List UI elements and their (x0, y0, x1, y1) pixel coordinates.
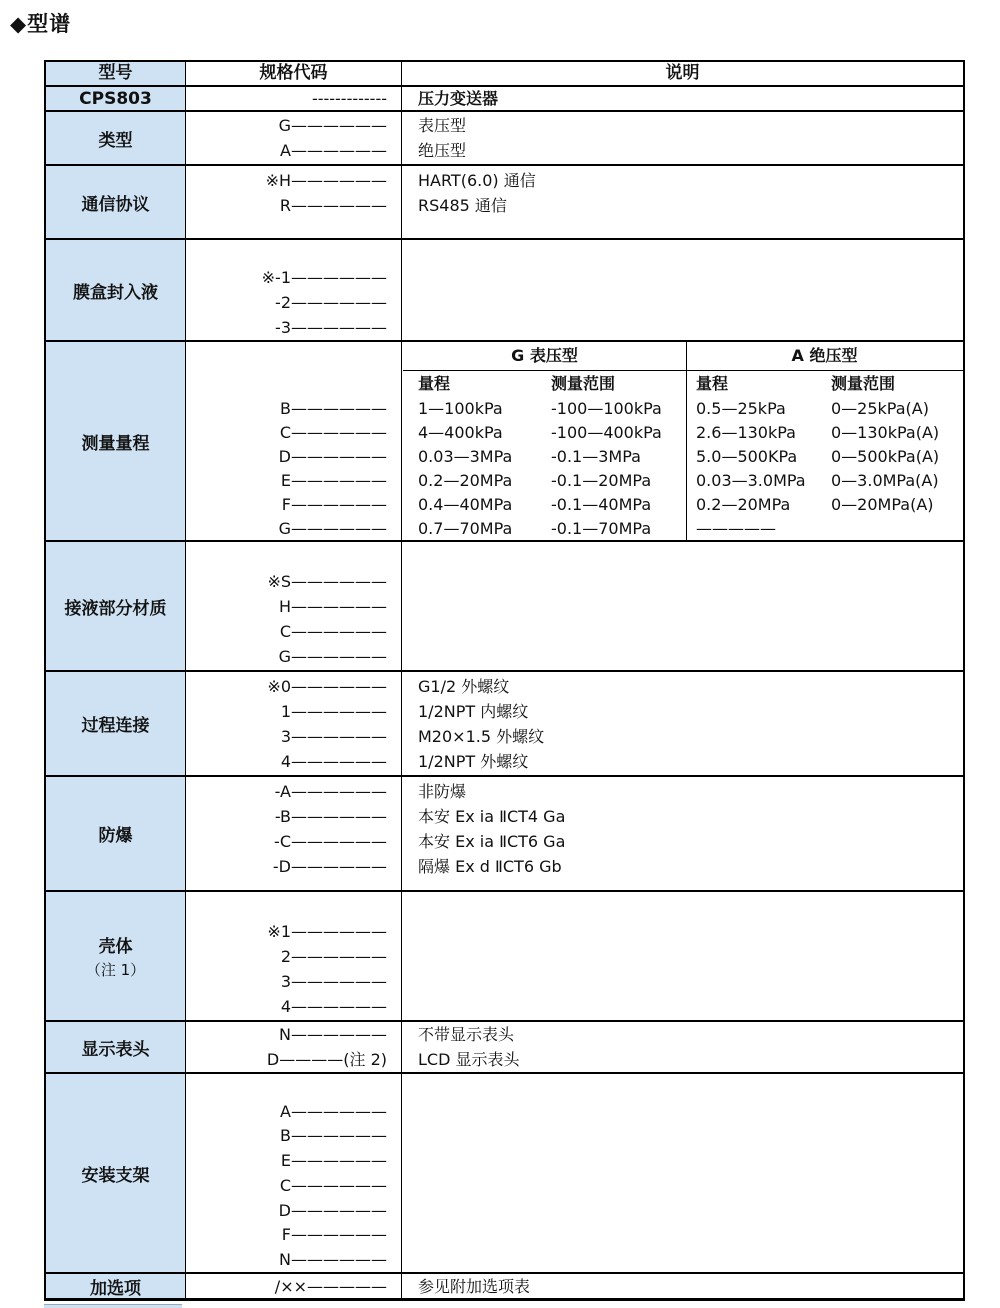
desc-column (403, 777, 963, 890)
range-value: -100—400kPa (551, 423, 662, 443)
spec-description: HART(6.0) 通信 (418, 171, 536, 190)
value-row (403, 919, 963, 944)
spec-code: G—————— (278, 646, 387, 666)
spec-code: D—————— (278, 446, 387, 466)
table-header-model: 型号 (46, 62, 186, 85)
spec-code: A—————— (280, 141, 387, 160)
value-row (403, 969, 963, 994)
value-row (403, 569, 963, 594)
range-value: 4—400kPa (418, 423, 503, 443)
spec-code: 3—————— (280, 726, 387, 746)
range-value: -0.1—70MPa (551, 518, 652, 538)
code-column (187, 892, 402, 1020)
spec-description: 1/2NPT 内螺纹 (418, 701, 529, 721)
spec-code: -3—————— (275, 318, 387, 337)
range-value-row (403, 421, 963, 445)
spec-code: A—————— (280, 1101, 387, 1121)
section-label (46, 1022, 186, 1072)
spec-code: 4—————— (280, 751, 387, 771)
spec-code: C—————— (279, 621, 387, 641)
spec-code: C—————— (279, 1175, 387, 1195)
desc-column (403, 240, 963, 340)
range-value: 0.03—3MPa (418, 447, 513, 467)
spec-code: E—————— (280, 470, 387, 490)
code-column (187, 1022, 402, 1072)
section-bracket (46, 1072, 963, 1272)
section-comm (46, 164, 963, 238)
section-label-text: 过程连接 (81, 716, 150, 736)
spec-description: 本安 Ex ia ⅡCT6 Ga (418, 832, 566, 851)
section-type (46, 110, 963, 164)
range-value: 2.6—130kPa (696, 423, 796, 443)
spec-description: 绝压型 (418, 141, 467, 160)
code-column (187, 1074, 402, 1272)
range-column-header: 测量范围 (831, 374, 896, 394)
value-row (403, 1173, 963, 1198)
spec-code: -A—————— (274, 782, 387, 801)
range-value: 0—25kPa(A) (831, 399, 929, 419)
range-column-header: 测量范围 (551, 374, 616, 394)
section-label-text: 通信协议 (81, 194, 150, 215)
spec-code: ※-1—————— (261, 268, 387, 287)
code-column (187, 342, 402, 540)
value-row (403, 315, 963, 340)
section-label-text: 防爆 (98, 826, 133, 846)
range-value: 0—20MPa(A) (831, 494, 934, 514)
section-label-text: 类型 (98, 130, 133, 151)
range-value-row (403, 516, 963, 540)
section-explosion (46, 775, 963, 890)
spec-code (187, 894, 401, 919)
spec-code: 2—————— (280, 946, 387, 966)
subcolumn-header-row (403, 544, 963, 569)
section-housing (46, 890, 963, 1020)
spec-description: 1/2NPT 外螺纹 (418, 751, 529, 771)
value-row (403, 944, 963, 969)
range-value: -100—100kPa (551, 399, 662, 419)
spec-description: LCD 显示表头 (418, 1050, 520, 1069)
range-value: 0.4—40MPa (418, 494, 513, 514)
table-header-row (46, 62, 963, 85)
code-spacer (187, 342, 401, 396)
desc-column (403, 1274, 963, 1298)
spec-table (44, 60, 965, 1301)
range-value-row (403, 397, 963, 421)
spec-description: 本安 Ex ia ⅡCT4 Ga (418, 807, 566, 826)
spec-code: N—————— (279, 1250, 387, 1270)
spec-code (187, 1074, 401, 1099)
section-label (46, 87, 186, 110)
section-label (46, 542, 186, 670)
section-label (46, 777, 186, 890)
code-column (187, 777, 402, 890)
range-value: 5.0—500KPa (696, 447, 798, 467)
spec-code: /××————— (274, 1276, 387, 1296)
absolute-type-header: A 绝压型 (791, 346, 858, 366)
desc-column (403, 542, 963, 670)
code-column (187, 112, 402, 164)
section-label-text: 显示表头 (81, 1039, 150, 1060)
spec-code: H—————— (278, 596, 387, 616)
spec-code: D————(注 2) (266, 1050, 387, 1069)
spec-code: F—————— (281, 1225, 387, 1245)
spec-code: G—————— (278, 518, 387, 538)
spec-code: B—————— (280, 1126, 387, 1146)
spec-description: RS485 通信 (418, 196, 507, 215)
section-model (46, 85, 963, 110)
table-header-description: 说明 (665, 63, 700, 83)
section-label (46, 342, 186, 540)
spec-code: 1—————— (280, 701, 387, 721)
spec-description: 非防爆 (418, 782, 467, 801)
range-column-header-row (403, 371, 963, 397)
range-value-row (403, 445, 963, 469)
spec-description: 表压型 (418, 116, 467, 135)
section-range (46, 340, 963, 540)
desc-column (403, 672, 963, 775)
spec-code: R—————— (279, 196, 387, 215)
spec-code (187, 240, 401, 265)
range-value: 0—3.0MPa(A) (831, 470, 939, 490)
subcolumn-header-row (403, 894, 963, 919)
range-value: -0.1—20MPa (551, 470, 652, 490)
range-value: 0—130kPa(A) (831, 423, 940, 443)
spec-code: -B—————— (274, 807, 387, 826)
section-display (46, 1020, 963, 1072)
spec-code: -D—————— (272, 857, 387, 876)
spec-code: ※0—————— (267, 676, 387, 696)
spec-description: 不带显示表头 (418, 1025, 515, 1044)
page-title: ◆型谱 (10, 12, 72, 36)
subcolumn-header-row (403, 1074, 963, 1099)
section-label (46, 892, 186, 1020)
code-column (187, 240, 402, 340)
code-column (187, 1274, 402, 1298)
spec-description: G1/2 外螺纹 (418, 676, 510, 696)
section-label (46, 1274, 186, 1298)
value-row (403, 594, 963, 619)
code-column (187, 87, 402, 110)
desc-column (403, 87, 963, 110)
subcolumn-header-row (403, 240, 963, 265)
section-label (46, 672, 186, 775)
section-label (46, 166, 186, 238)
section-label (46, 112, 186, 164)
value-row (403, 994, 963, 1019)
spec-code: D—————— (278, 1200, 387, 1220)
range-value: 0.2—20MPa (418, 470, 513, 490)
range-value: -0.1—40MPa (551, 494, 652, 514)
desc-column (403, 112, 963, 164)
range-value-row (403, 492, 963, 516)
value-row (403, 1099, 963, 1124)
value-row (403, 1148, 963, 1173)
spec-code: ------------- (311, 89, 387, 108)
spec-code: N—————— (279, 1025, 387, 1044)
desc-column (403, 1022, 963, 1072)
range-value-row (403, 469, 963, 493)
code-column (187, 542, 402, 670)
section-label-note: （注 1） (85, 961, 146, 979)
range-value: ————— (696, 518, 776, 538)
section-label-text: 接液部分材质 (64, 598, 167, 619)
spec-description: 参见附加选项表 (418, 1276, 531, 1296)
section-process-conn (46, 670, 963, 775)
section-label-text: 膜盒封入液 (73, 282, 158, 303)
value-row (403, 619, 963, 644)
section-label (46, 240, 186, 340)
code-column (187, 672, 402, 775)
section-label-text: 壳体 (98, 937, 133, 957)
range-value: 1—100kPa (418, 399, 503, 419)
value-row (403, 1247, 963, 1272)
section-label-text: CPS803 (79, 88, 152, 109)
spec-description: 隔爆 Ex d ⅡCT6 Gb (418, 857, 562, 876)
section-label-text: 加选项 (90, 1278, 141, 1299)
section-label-text: 测量量程 (81, 433, 150, 454)
range-value: 0.5—25kPa (696, 399, 786, 419)
spec-code: B—————— (280, 398, 387, 418)
value-row (403, 1198, 963, 1223)
spec-code: C—————— (279, 422, 387, 442)
spec-code: 4—————— (280, 996, 387, 1016)
range-value: -0.1—3MPa (551, 447, 641, 467)
next-table-partial-edge (44, 1304, 182, 1308)
table-sections (46, 85, 963, 1298)
value-row (403, 1223, 963, 1248)
pressure-type-header-row (403, 342, 963, 371)
desc-column (403, 892, 963, 1020)
spec-description: M20×1.5 外螺纹 (418, 726, 545, 746)
spec-code: ※1—————— (267, 921, 387, 941)
table-header-code: 规格代码 (186, 62, 402, 85)
desc-column (403, 166, 963, 238)
section-label (46, 1074, 186, 1272)
spec-code: ※S—————— (267, 571, 387, 591)
value-row (403, 290, 963, 315)
gauge-type-header: G 表压型 (511, 346, 578, 366)
spec-code: E—————— (280, 1151, 387, 1171)
code-column (187, 166, 402, 238)
range-value: 0—500kPa(A) (831, 447, 940, 467)
value-row (403, 265, 963, 290)
section-wetted (46, 540, 963, 670)
range-value: 0.2—20MPa (696, 494, 791, 514)
gauge-absolute-divider (686, 342, 687, 540)
section-options (46, 1272, 963, 1298)
spec-code (187, 544, 401, 569)
spec-code: 3—————— (280, 971, 387, 991)
section-fill-fluid (46, 238, 963, 340)
range-column-header: 量程 (418, 374, 451, 394)
desc-column (403, 1074, 963, 1272)
section-label-text: 安装支架 (81, 1165, 150, 1186)
spec-description: 压力变送器 (418, 89, 499, 108)
spec-code: G—————— (278, 116, 387, 135)
spec-code: F—————— (281, 494, 387, 514)
range-column-header: 量程 (696, 374, 729, 394)
desc-column (403, 342, 963, 540)
range-value: 0.7—70MPa (418, 518, 513, 538)
value-row (403, 644, 963, 669)
spec-code: -2—————— (275, 293, 387, 312)
value-row (403, 1124, 963, 1149)
spec-code: ※H—————— (265, 171, 387, 190)
range-value: 0.03—3.0MPa (696, 470, 806, 490)
spec-code: -C—————— (274, 832, 387, 851)
